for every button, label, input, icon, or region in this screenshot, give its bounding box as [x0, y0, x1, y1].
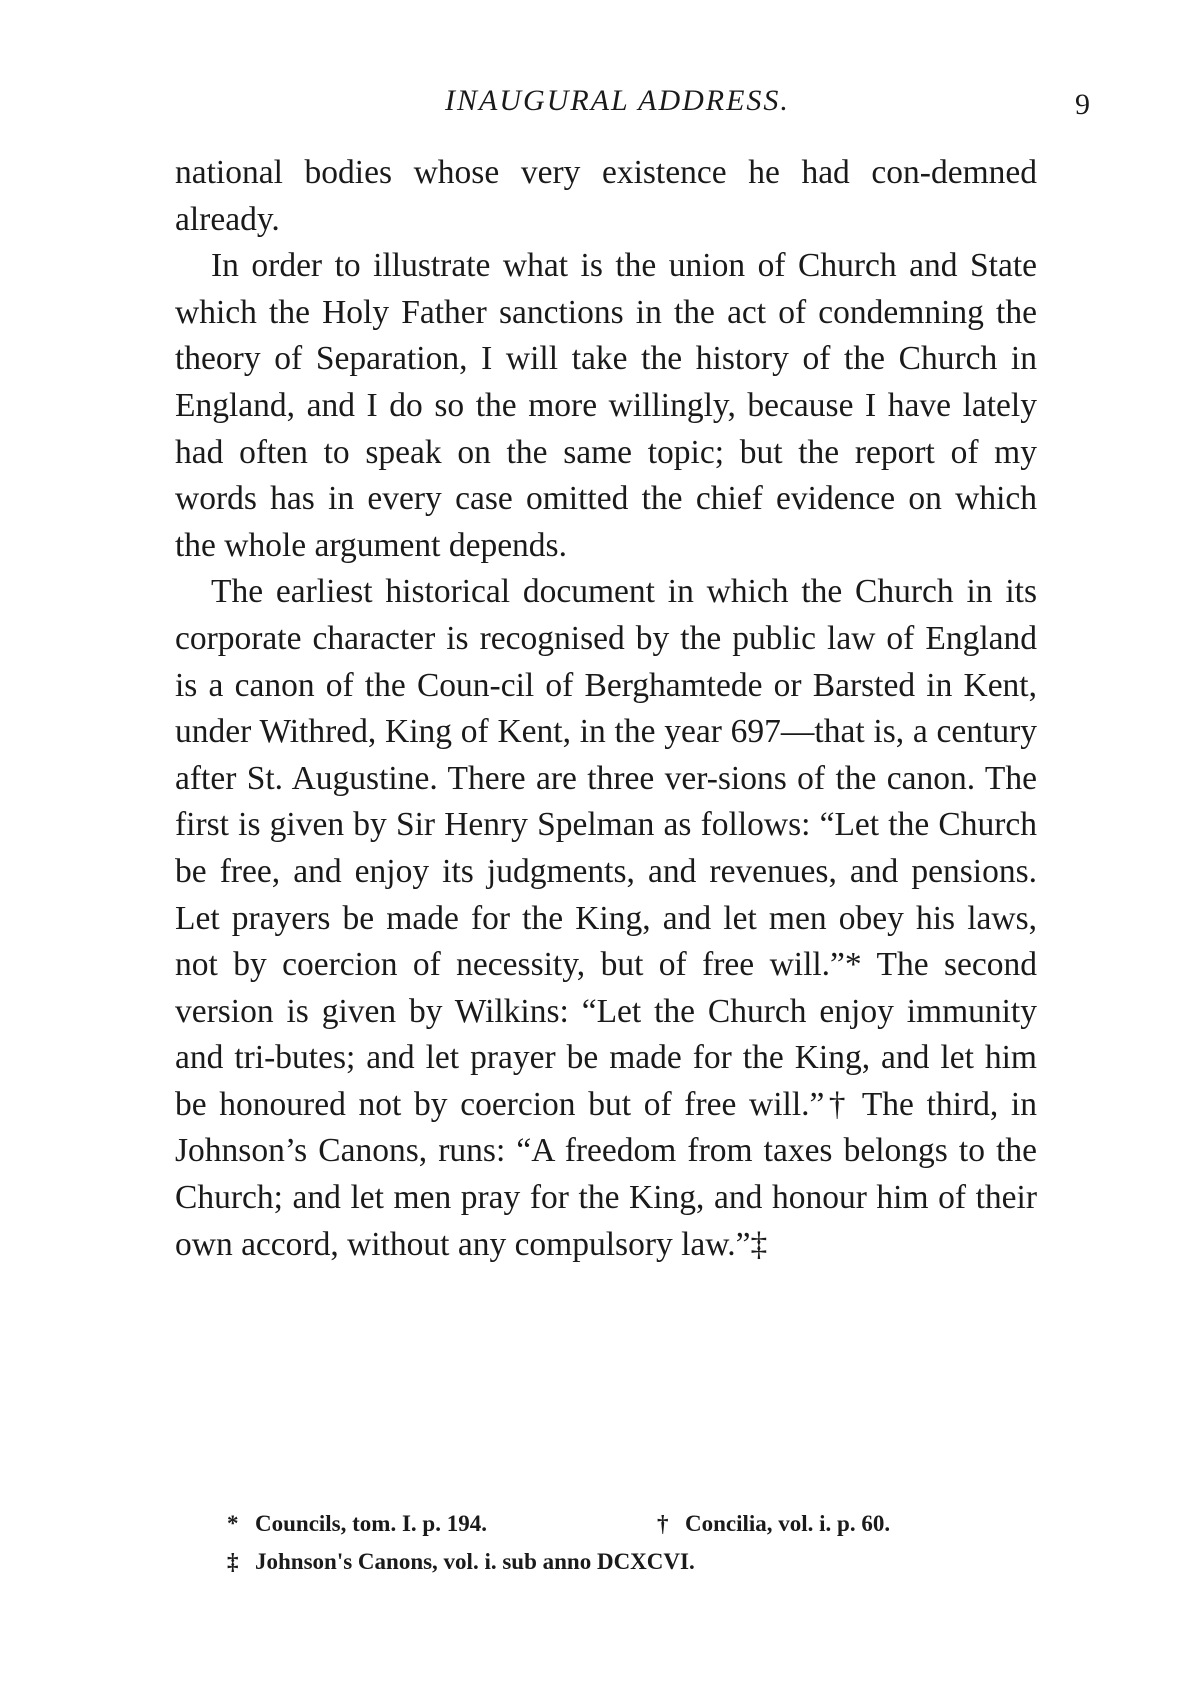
footnote-double-dagger [227, 1543, 695, 1581]
footnote-row [175, 1505, 1037, 1543]
page-number: 9 [1075, 88, 1090, 121]
footnote-star-text: Councils, tom. I. p. 194. [255, 1511, 487, 1536]
running-title: INAUGURAL ADDRESS. [445, 84, 790, 117]
body-text [175, 150, 1037, 1268]
footnote-dagger [657, 1505, 1037, 1543]
footnotes [175, 1505, 1037, 1581]
running-head [175, 74, 1090, 124]
footnote-row [175, 1543, 1037, 1581]
footnote-dagger-text: Concilia, vol. i. p. 60. [685, 1511, 891, 1536]
paragraph-earliest-document: The earliest historical document in which the Church in its corporate character is recognised by the public law of England is a canon of the Coun-cil of Berghamtede or Barsted in Kent, under Withred, King of Kent, in the year 697—that is, a century after St. Augustine. There are three ver-sions of the canon. The first is given by Sir Henry Spelman as follows: “Let the Church be free, and enjoy its judgments, and revenues, and pensions. Let prayers be made for the King, and let men obey his laws, not by coercion of necessity, but of free will.”* The second version is given by Wilkins: “Let the Church enjoy immunity and tri-butes; and let prayer be made for the King, and let him be honoured not by coercion but of free will.”† The third, in Johnson’s Canons, runs: “A freedom from taxes belongs to the Church; and let men pray for the King, and honour him of their own accord, without any compulsory law.”‡ [175, 573, 1037, 1263]
footnote-star [227, 1505, 657, 1543]
paragraph-continuation: national bodies whose very existence he had con-demned already. [175, 154, 1037, 238]
footnote-double-dagger-mark: ‡ [227, 1549, 239, 1574]
footnote-dagger-mark: † [657, 1511, 669, 1536]
paragraph-union-of-church-and-state: In order to illustrate what is the union of Church and State which the Holy Father sanctions in the act of condemning the theory of Separation, I will take the history of the Church in England, and I do so the more willingly, because I have lately had often to speak on the same topic; but the report of my words has in every case omitted the chief evidence on which the whole argument depends. [175, 247, 1037, 564]
footnote-star-mark: * [227, 1511, 239, 1536]
footnote-double-dagger-text: Johnson's Canons, vol. i. sub anno DCXCVI. [255, 1549, 695, 1574]
